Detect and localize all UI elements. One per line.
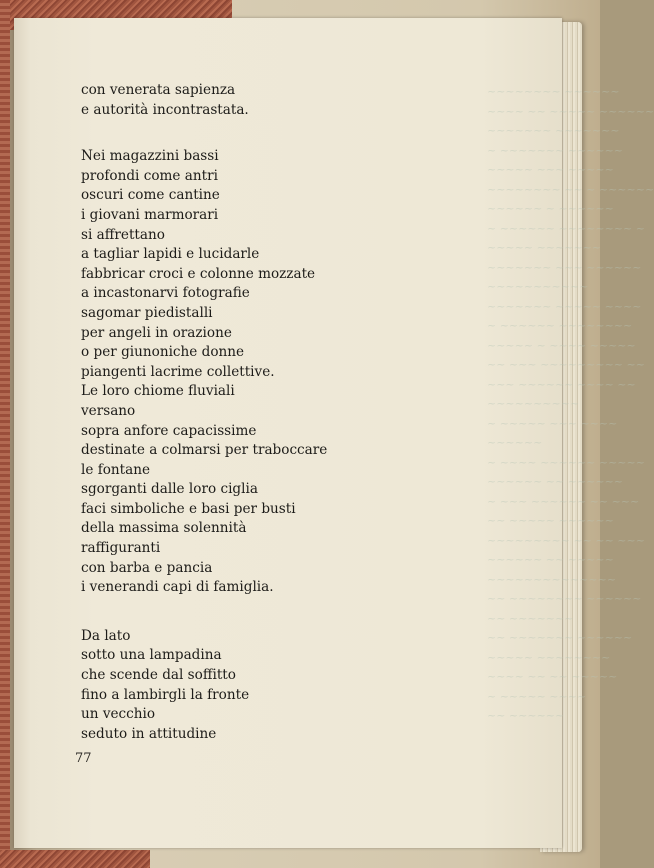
poem-line: e autorità incontrastata. <box>81 101 249 118</box>
poem-line: fabbricar croci e colonne mozzate <box>81 265 316 282</box>
cloth-binding-bottom <box>0 850 150 868</box>
poem-stanza <box>81 81 501 120</box>
poem-line: sagomar piedistalli <box>81 304 213 321</box>
poem-stanza <box>81 627 501 745</box>
poem-line: i giovani marmorari <box>81 206 219 223</box>
poem-line: raffiguranti <box>81 540 161 557</box>
poem-line: fino a lambirgli la fronte <box>81 686 250 703</box>
poem-stanza <box>81 147 501 598</box>
poem-line: sgorganti dalle loro ciglia <box>81 481 258 498</box>
poem-line: della massima solennità <box>81 520 247 537</box>
poem-line: si affrettano <box>81 226 165 243</box>
poem-line: piangenti lacrime collettive. <box>81 363 275 380</box>
page-number: 77 <box>75 751 92 766</box>
poem-line: o per giunoniche donne <box>81 344 245 361</box>
poem-line: le fontane <box>81 461 151 478</box>
poem-line: con venerata sapienza <box>81 82 236 98</box>
poem-line: Le loro chiome fluviali <box>81 383 235 400</box>
poem-line: seduto in attitudine <box>81 725 217 742</box>
poem-line: per angeli in orazione <box>81 324 232 341</box>
poem-text <box>81 81 501 744</box>
poem-line: Da lato <box>81 627 131 644</box>
poem-line: faci simboliche e basi per busti <box>81 500 296 517</box>
poem-line: un vecchio <box>81 706 156 723</box>
poem-line: a incastonarvi fotografie <box>81 285 250 302</box>
show-through-text: ~~~~~~~~ ~~~~~~ ~~~~ ~~ ~~~~~ ~~~~~~ ~~~~~~~ ~~~~~~~ ~ ~~~~~~~ ~~~~~~ ~~~~~ ~~~ ~~~~~ ~~~~~~~~ ~~ ~ ~~~~~~ ~~~~~~ ~ ~~~~~~ ~ ~~~~~~ ~~~~~~~~ ~ ~~~~~ ~~~~~~~ ~~~~~~~ ~~~ ~~~~~~ ~~~~~~~~~~~ ~~~~~~~ ~~~~~ ~~~~ ~ ~~~~~~ ~~~~~~~~ ~~~~~ ~ ~~~~ ~~~~~ ~~ ~~~ ~~~~~~~~~ ~~ ~~~ ~~~~~~ ~~~~ ~~ ~~~~~~~~~~ ~ ~~~~~ ~~~ ~~~~ ~~~~~~ ~ ~~~~ ~~~~~~ ~~~~~ ~~~~~~ ~~ ~~~~~~ ~ ~~~ ~~~~~~ ~~ ~~~ ~~ ~~~~~ ~~~~~~ ~~~~~~~~~ ~~ ~~ ~~~ ~~~~~~ ~~ ~~~~~ ~~~~~~~~~~~~~~ ~~ ~~~~~~~~ ~~~~~~ ~~ ~~~~~~~ ~~ ~~~~~~~ ~~~~~~ ~~~~~ ~~~~~~~~ ~~~~ ~~ ~~ ~~~~~ ~ ~~~~~ ~~~~ ~~ ~~~~~~ <box>487 85 654 722</box>
poem-line: oscuri come cantine <box>81 187 220 204</box>
poem-line: che scende dal soffitto <box>81 667 236 684</box>
poem-line: destinate a colmarsi per traboccare <box>81 442 328 459</box>
poem-line: Nei magazzini bassi <box>81 148 219 165</box>
poem-line: con barba e pancia <box>81 559 213 576</box>
book-page <box>14 18 654 848</box>
poem-line: i venerandi capi di famiglia. <box>81 579 274 596</box>
poem-line: profondi come antri <box>81 167 218 184</box>
poem-line: versano <box>81 402 136 419</box>
poem-line: sotto una lampadina <box>81 647 222 664</box>
poem-line: a tagliar lapidi e lucidarle <box>81 246 260 263</box>
poem-line: sopra anfore capacissime <box>81 422 257 439</box>
cloth-binding-spine <box>0 0 10 868</box>
